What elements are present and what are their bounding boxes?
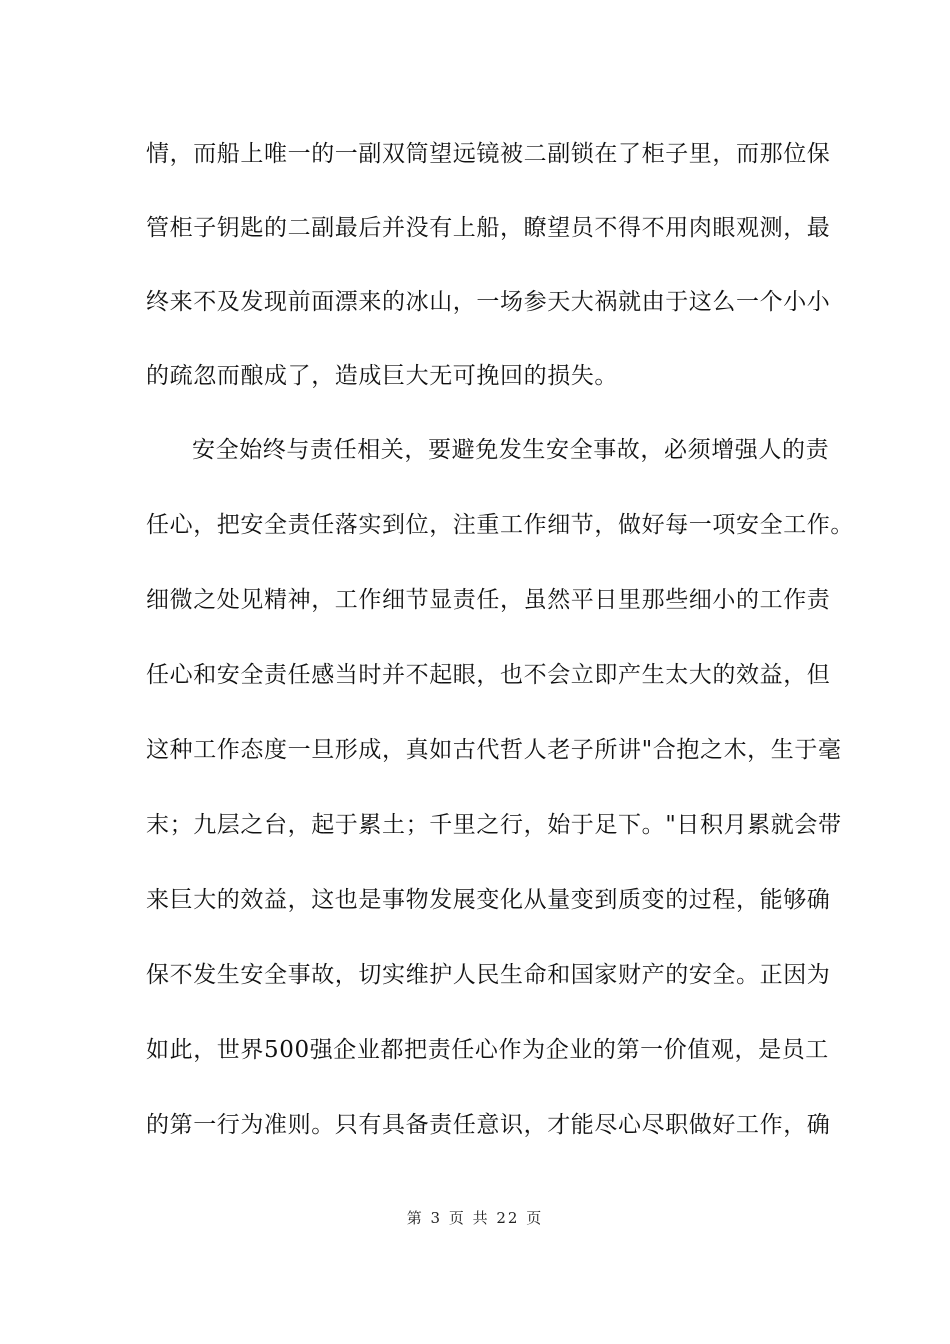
text-line: 任心和安全责任感当时并不起眼，也不会立即产生太大的效益，但	[146, 662, 831, 688]
text-line: 任心，把安全责任落实到位，注重工作细节，做好每一项安全工作。	[146, 512, 854, 538]
text-line: 如此，世界500强企业都把责任心作为企业的第一价值观，是员工	[146, 1037, 829, 1063]
text-line: 来巨大的效益，这也是事物发展变化从量变到质变的过程，能够确	[146, 887, 831, 913]
text-line: 末；九层之台，起于累土；千里之行，始于足下。"日积月累就会带	[146, 812, 842, 838]
text-line: 终来不及发现前面漂来的冰山，一场参天大祸就由于这么一个小小	[146, 289, 831, 315]
text-line: 的疏忽而酿成了，造成巨大无可挽回的损失。	[146, 363, 618, 389]
text-line: 的第一行为准则。只有具备责任意识，才能尽心尽职做好工作，确	[146, 1112, 831, 1138]
paragraph-first-line: 安全始终与责任相关，要避免发生安全事故，必须增强人的责	[192, 437, 830, 463]
text-line: 情，而船上唯一的一副双筒望远镜被二副锁在了柜子里，而那位保	[146, 141, 831, 167]
text-line: 细微之处见精神，工作细节显责任，虽然平日里那些细小的工作责	[146, 587, 831, 613]
text-line: 保不发生安全事故，切实维护人民生命和国家财产的安全。正因为	[146, 962, 831, 988]
text-line: 管柜子钥匙的二副最后并没有上船，瞭望员不得不用肉眼观测，最	[146, 215, 831, 241]
page-number-footer: 第 3 页 共 22 页	[406, 1209, 544, 1227]
text-line: 这种工作态度一旦形成，真如古代哲人老子所讲"合抱之木，生于毫	[146, 737, 842, 763]
